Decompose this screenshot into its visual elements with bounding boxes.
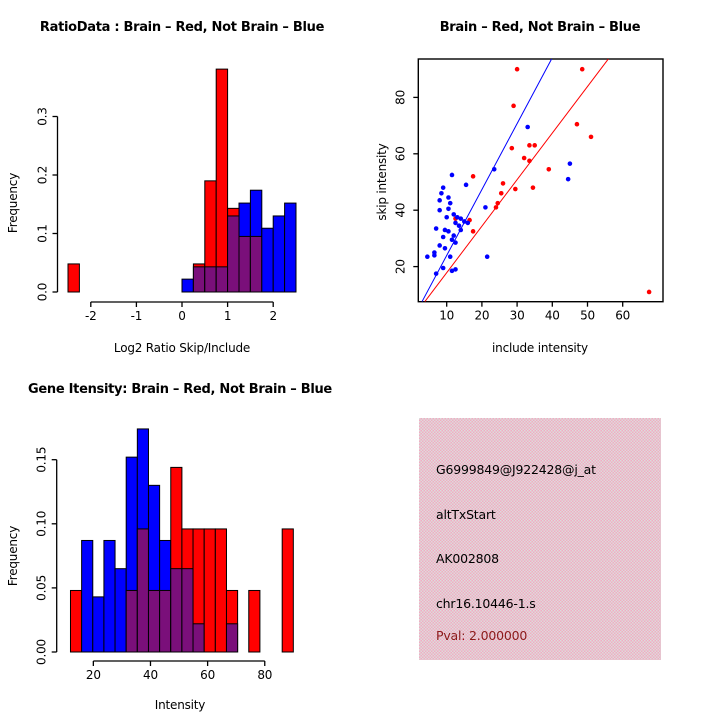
scatter-point-blue [446,206,451,211]
x-tick-label: 1 [223,309,232,323]
scatter-point-red [527,159,532,164]
scatter-point-blue [453,240,458,245]
scatter-point-red [501,181,506,186]
y-tick-label: 0.2 [35,165,50,185]
x-tick-label: 20 [474,308,490,323]
scatter-point-red [499,191,504,196]
x-axis-label: include intensity [492,341,588,355]
scatter-point-red [511,104,516,109]
panel-title: Brain – Red, Not Brain – Blue [439,20,641,35]
scatter-point-red [531,185,536,190]
y-tick-label: 0.05 [34,574,49,601]
hist-bar [115,569,126,652]
scatter-point-red [515,67,520,72]
hist-bar-overlap [148,590,159,652]
hist-bar-overlap [205,267,216,292]
x-tick-label: 30 [509,308,525,323]
y-tick-label: 0.1 [35,224,50,243]
hist-bar-overlap [182,569,193,652]
y-tick-label: 0.0 [35,282,50,302]
accession-text: AK002808 [436,551,499,566]
scatter-point-blue [446,195,451,200]
scatter-point-red [495,201,500,206]
hist-bar-overlap [171,569,182,652]
scatter-point-blue [466,221,471,226]
x-tick-label: -2 [85,309,97,323]
hist-bar [285,203,296,292]
x-tick-label: 40 [544,308,560,323]
hist-bar-overlap [239,236,250,292]
scatter-point-red [510,146,515,151]
hist-bar-overlap [216,267,227,292]
hist-bar [204,529,215,652]
scatter-point-red [513,187,518,192]
scatter-point-red [575,122,580,127]
scatter-point-blue [446,229,451,234]
x-tick-label: 10 [439,308,455,323]
hist-bar-overlap [226,624,237,652]
x-tick-label: 50 [580,308,595,323]
event-type-text: altTxStart [436,507,496,522]
scatter-point-blue [441,266,446,271]
scatter-point-blue [464,183,469,188]
pval-text: Pval: 2.000000 [436,628,528,643]
hist-bar [249,590,260,652]
scatter-point-blue [450,269,455,274]
scatter-point-red [494,205,499,210]
scatter-point-blue [437,243,442,248]
x-tick-label: 0 [178,309,186,323]
y-axis-label: Frequency [6,172,20,234]
x-axis-label: Log2 Ratio Skip/Include [113,341,251,355]
scatter-point-blue [443,246,448,251]
scatter-point-red [589,135,594,140]
hist-bar-overlap [160,590,171,652]
scatter-point-blue [441,185,446,190]
scatter-point-red [471,229,476,234]
hist-bar-overlap [193,624,204,652]
scatter-point-red [527,143,532,148]
scatter-point-blue [437,208,442,213]
hist-bar-overlap [137,529,148,652]
hist-bar [262,228,273,292]
scatter-point-blue [458,228,463,233]
locus-text: chr16.10446-1.s [436,596,536,611]
y-axis-label: skip intensity [375,143,389,221]
x-tick-label: 60 [200,668,216,682]
scatter-point-blue [432,253,437,258]
scatter-point-blue [457,223,462,228]
scatter-point-blue [441,235,446,240]
x-tick-label: 60 [615,308,631,323]
x-tick-label: 20 [85,668,101,682]
y-tick-label: 0.10 [34,510,49,537]
x-tick-label: 40 [143,668,158,682]
regression-line-blue [422,59,552,302]
panel-title: RatioData : Brain – Red, Not Brain – Blue [39,20,325,35]
x-axis-label: Intensity [154,698,206,712]
x-tick-label: 80 [257,668,273,682]
scatter-point-blue [425,254,430,259]
scatter-point-blue [492,167,497,172]
plot-box [418,59,663,302]
scatter-point-blue [448,254,453,259]
hist-bar-overlap [193,267,204,292]
y-tick-label: 0.00 [34,639,49,665]
y-tick-label: 20 [393,259,408,275]
hist-bar [282,529,293,652]
scatter-point-blue [434,271,439,276]
hist-bar [82,540,93,652]
scatter-point-red [546,167,551,172]
scatter-point-blue [451,233,456,238]
scatter-point-blue [483,205,488,210]
hist-bar [215,529,226,652]
y-tick-label: 80 [393,89,408,105]
y-tick-label: 0.3 [35,107,50,126]
scatter-point-blue [444,215,449,220]
hist-bar [70,590,81,652]
panel-title: Gene Itensity: Brain – Red, Not Brain – Blue [28,382,332,397]
hist-bar-overlap [250,236,261,292]
hist-bar [182,279,193,292]
scatter-point-blue [568,161,573,166]
scatter-point-red [647,290,652,295]
y-tick-label: 40 [393,202,408,218]
y-tick-label: 0.15 [34,446,49,473]
hist-bar-overlap [228,216,239,292]
scatter-point-blue [437,198,442,203]
scatter-point-blue [439,191,444,196]
hist-bar [93,597,104,652]
hist-bar [216,69,227,292]
gene-info-box [419,418,661,660]
scatter-point-red [522,156,527,161]
y-tick-label: 60 [393,146,408,162]
scatter-point-blue [566,177,571,182]
scatter-point-blue [434,226,439,231]
scatter-point-blue [525,125,530,130]
x-tick-label: 2 [269,309,277,323]
scatter-point-red [580,67,585,72]
regression-line-red [425,59,608,302]
hist-bar [273,216,284,292]
scatter-point-red [471,174,476,179]
x-tick-label: -1 [130,309,143,323]
hist-bar [68,264,79,292]
hist-bar-overlap [126,590,137,652]
y-axis-label: Frequency [6,525,20,587]
scatter-point-red [532,143,537,148]
scatter-point-blue [485,254,490,259]
probe-id-text: G6999849@J922428@j_at [436,462,596,477]
hist-bar [104,540,115,652]
scatter-point-blue [448,201,453,206]
scatter-point-blue [450,173,455,178]
